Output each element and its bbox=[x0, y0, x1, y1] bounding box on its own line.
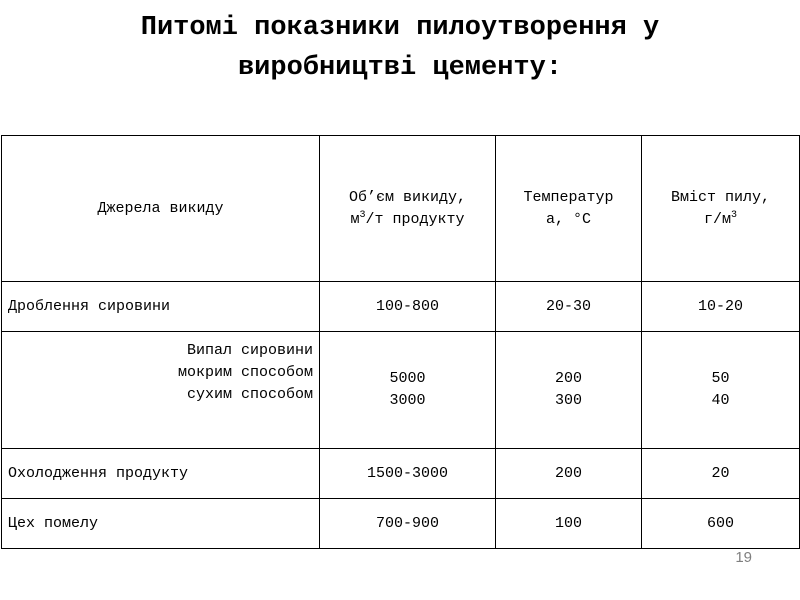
cell-volume: 1500-3000 bbox=[320, 449, 496, 499]
cell-volume: 5000 3000 bbox=[320, 332, 496, 449]
header-source: Джерела викиду bbox=[2, 136, 320, 282]
cell-dust: 10-20 bbox=[642, 282, 800, 332]
cell-temperature: 20-30 bbox=[496, 282, 642, 332]
cell-dust: 20 bbox=[642, 449, 800, 499]
page-number: 19 bbox=[735, 549, 752, 566]
table-header-row bbox=[2, 136, 800, 282]
table-row bbox=[2, 449, 800, 499]
cell-volume: 700-900 bbox=[320, 499, 496, 549]
title-line-2: виробництві цементу: bbox=[237, 53, 563, 83]
header-dust-unit: $г/м^3$ bbox=[703, 209, 738, 228]
table-row bbox=[2, 332, 800, 449]
dust-indicators-table bbox=[1, 135, 800, 549]
cell-dust: 600 bbox=[642, 499, 800, 549]
cell-source: Дроблення сировини bbox=[2, 282, 320, 332]
cell-temperature: 200 300 bbox=[496, 332, 642, 449]
header-volume-unit: $м^3/т$ продукту bbox=[350, 209, 465, 228]
cell-source: Цех помелу bbox=[2, 499, 320, 549]
cell-dust: 50 40 bbox=[642, 332, 800, 449]
header-temperature: Температур а, °С bbox=[496, 136, 642, 282]
cell-volume: 100-800 bbox=[320, 282, 496, 332]
slide-title bbox=[0, 8, 800, 88]
table-row bbox=[2, 282, 800, 332]
cell-temperature: 100 bbox=[496, 499, 642, 549]
header-volume: Об’єм викиду, $м^3/т$ продукту bbox=[320, 136, 496, 282]
header-dust: Вміст пилу, $г/м^3$ bbox=[642, 136, 800, 282]
cell-source: Випал сировини мокрим способом сухим способом bbox=[2, 332, 320, 449]
cell-temperature: 200 bbox=[496, 449, 642, 499]
cell-source: Охолодження продукту bbox=[2, 449, 320, 499]
title-line-1: Питомі показники пилоутворення у bbox=[140, 13, 660, 43]
table-row bbox=[2, 499, 800, 549]
